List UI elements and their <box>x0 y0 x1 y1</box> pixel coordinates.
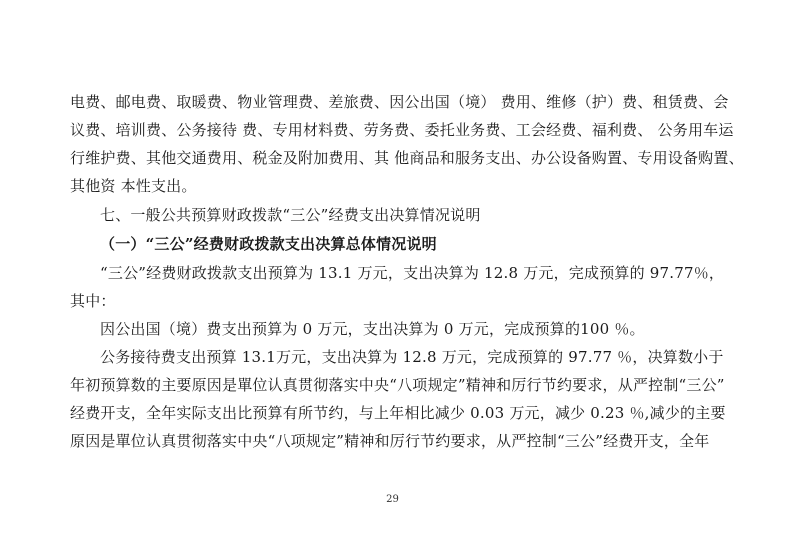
paragraph-line: 年初预算数的主要原因是單位认真贯彻落实中央“八项规定”精神和厉行节约要求，从严控制“三公” <box>70 376 725 394</box>
paragraph-line: 原因是單位认真贯彻落实中央“八项规定”精神和厉行节约要求，从严控制“三公”经费开支，全年 <box>70 432 710 450</box>
paragraph-line: 电费、邮电费、取暖费、物业管理费、差旅费、因公出国（境） 费用、维修（护）费、租赁费、会 <box>70 93 729 111</box>
paragraph-line: 公务接待费支出预算 13.1万元，支出决算为 12.8 万元，完成预算的 97.77 ％，决算数小于 <box>100 348 724 366</box>
paragraph-line: 经费开支，全年实际支出比预算有所节约，与上年相比减少 0.03 万元，减少 0.23 ％,减少的主要 <box>70 404 726 422</box>
paragraph-line: 行维护费、其他交通费用、税金及附加费用、其 他商品和服务支出、办公设备购置、专用设备购置、 <box>70 149 744 167</box>
paragraph-line: 因公出国（境）费支出预算为 0 万元，支出决算为 0 万元，完成预算的100 ％。 <box>100 320 645 338</box>
paragraph-line: 议费、培训费、公务接待 费、专用材料费、劳务费、委托业务费、工会经费、福利费、 公务用车运 <box>70 121 734 139</box>
paragraph-line: “三公”经费财政拨款支出预算为 13.1 万元，支出决算为 12.8 万元，完成预算的 97.77％， <box>100 264 725 282</box>
paragraph-line: 其中： <box>70 292 116 310</box>
paragraph-line: 其他资 本性支出。 <box>70 177 197 195</box>
section-heading: 七、一般公共预算财政拨款“三公”经费支出决算情况说明 <box>100 206 481 224</box>
sub-heading: （一）“三公”经费财政拨款支出决算总体情况说明 <box>100 235 437 253</box>
page-number: 29 <box>386 494 399 505</box>
